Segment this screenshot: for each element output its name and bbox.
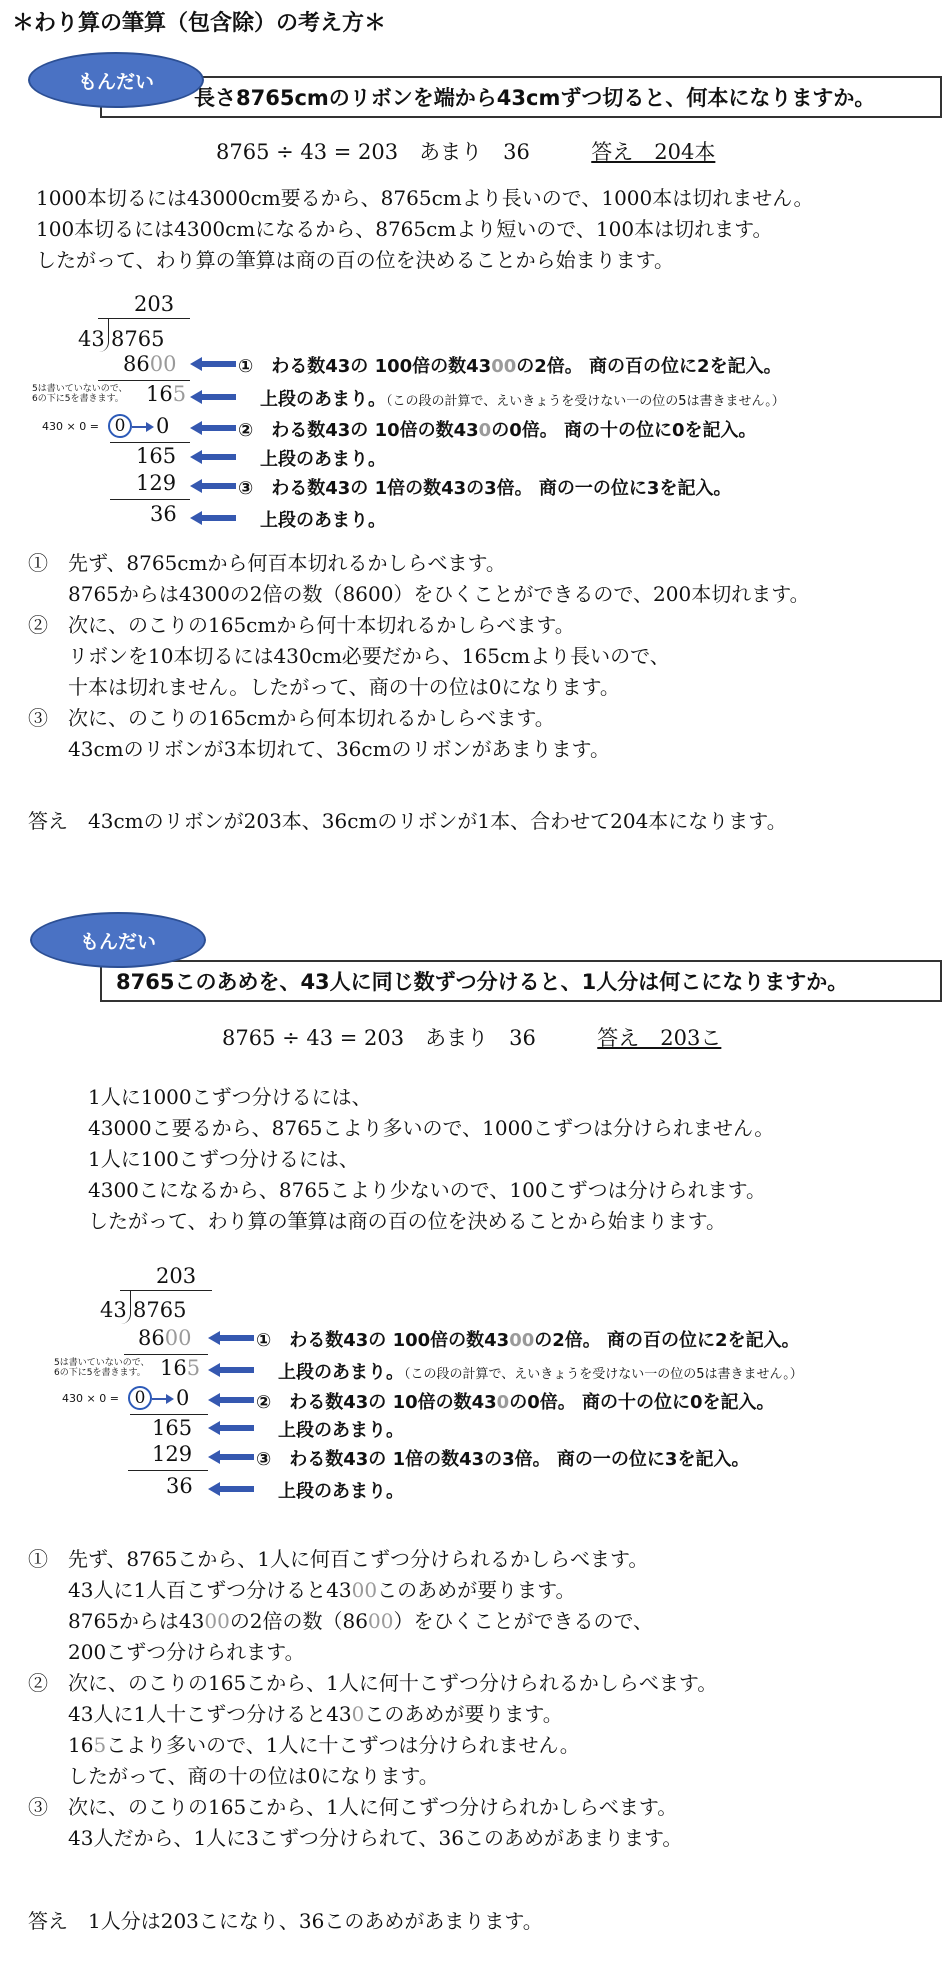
left-arrow-icon [190,479,236,493]
final-answer-1: 答え 43cmのリボンが203本、36cmのリボンが1本、合わせて204本になります。 [28,809,787,833]
explain-text: 43人に1人十こずつ分けると43 [28,1702,352,1726]
note-step3 [238,474,731,500]
gray-digits: 00 [491,356,517,377]
division-bracket [98,318,109,352]
digits: 16 [146,382,173,406]
gray-digits: 0 [496,1392,510,1413]
question-text-1: 長さ8765cmのリボンを端から43cmずつ切ると、何本になりますか。 [194,86,876,110]
remainder3: 36 [166,1474,193,1498]
explain-text: ③ 次に、のこりの165こから、1人に何こずつ分けられかしらべます。 [28,1795,678,1819]
note-remainder [278,1358,803,1384]
subtract-line [128,1470,208,1471]
explain-text: したがって、商の十の位は0になります。 [28,1764,439,1788]
subtract-line [130,1414,208,1415]
note-remainder: 上段のあまり。 [278,1420,404,1441]
question-box-1 [100,76,942,118]
intro-line: 1人に1000こずつ分けるには、 [88,1085,372,1109]
left-arrow-icon [190,357,236,371]
left-arrow-icon [208,1421,254,1435]
note-step2 [238,416,757,442]
explain-line: ① 先ず、8765cmから何百本切れるかしらべます。 [28,551,506,575]
digits: 86 [138,1326,165,1350]
step2-value: 0 [156,414,170,438]
note-small: （この段の計算で、えいきょうを受けない一の位の5は書きません。） [404,1367,803,1382]
note-step3 [256,1445,749,1471]
remainder1 [160,1356,200,1380]
left-arrow-icon [208,1363,254,1377]
subtract-line [124,1354,208,1355]
note-step1 [256,1326,800,1352]
explain-line: ③ 次に、のこりの165cmから何本切れるかしらべます。 [28,706,555,730]
intro-line: したがって、わり算の筆算は商の百の位を決めることから始まります。 [88,1209,726,1233]
explain-text: の2倍の数（86 [229,1609,368,1633]
quotient: 203 [134,292,175,316]
division-bar [120,1290,212,1291]
answer-short: 答え 203こ [597,1026,722,1050]
gray-digits: 0 [351,1702,365,1726]
intro-line: 1000本切るには43000cm要るから、8765cmより長いので、1000本は切れません。 [36,186,814,210]
intro-1 [36,183,813,276]
explain-line [28,1730,717,1761]
note-text: わる数43の 1倍の数43の3倍。 商の一の位に3を記入。 [289,1449,750,1470]
step1-value [138,1326,191,1350]
explain-text: ① 先ず、8765こから、1人に何百こずつ分けられるかしらべます。 [28,1547,649,1571]
gray-digits: 00 [351,1578,378,1602]
explain-text: ）をひくことができるので、 [393,1609,654,1633]
step3-value: 129 [152,1442,193,1466]
note-text: 上段のあまり。 [278,1362,404,1383]
question-text-2: 8765このあめを、43人に同じ数ずつ分けると、1人分は何こになりますか。 [116,970,849,994]
equation-2 [222,1022,721,1052]
note-num: ① [238,356,254,377]
remainder3: 36 [150,502,177,526]
tiny-note-line: 6の下に5を書きます。 [32,394,124,404]
mul-note: 430 × 0 = [62,1392,119,1405]
explain-line: リボンを10本切るには430cm必要だから、165cmより長いので、 [28,644,670,668]
note-text: の0倍。 商の十の位に0を記入。 [491,420,757,441]
gray-digits: 5 [186,1356,201,1380]
note-num: ② [238,420,254,441]
left-arrow-icon [208,1331,254,1345]
left-arrow-icon [190,421,236,435]
tiny-note-line: 5は書いていないので、 [54,1358,150,1368]
explain-text: 16 [28,1733,94,1757]
left-arrow-icon [190,390,236,404]
mondai-badge-1: もんだい [28,52,204,108]
note-num: ② [256,1392,272,1413]
subtract-line [110,499,190,500]
explain-text: このあめが要ります。 [377,1578,576,1602]
gray-digits: 00 [368,1609,394,1633]
tiny-note-line: 6の下に5を書きます。 [54,1368,146,1378]
quotient: 203 [156,1264,197,1288]
explain-line [28,1668,717,1699]
intro-line: 43000こ要るから、8765こより多いので、1000こずつは分けられません。 [88,1116,775,1140]
note-text: わる数43の 100倍の数43 [289,1330,510,1351]
left-arrow-icon [208,1482,254,1496]
note-step2 [256,1388,775,1414]
remainder1 [146,382,186,406]
note-num: ③ [238,478,254,499]
explain-line [28,1637,717,1668]
zero: 0 [108,414,132,438]
explain-line [28,1823,717,1854]
note-text: の0倍。 商の十の位に0を記入。 [509,1392,775,1413]
remainder2: 165 [152,1416,193,1440]
explain-text: 43人だから、1人に3こずつ分けられて、36このあめがあまります。 [28,1826,683,1850]
circled-zero [108,414,132,438]
gray-digits: 00 [204,1609,230,1633]
gray-digits: 00 [149,352,177,376]
digits: 16 [160,1356,187,1380]
note-remainder: 上段のあまり。 [278,1481,404,1502]
final-answer-2: 答え 1人分は203こになり、36このあめがあまります。 [28,1909,543,1933]
note-text: の2倍。 商の百の位に2を記入。 [516,356,782,377]
note-text: わる数43の 100倍の数43 [271,356,492,377]
note-small: （この段の計算で、えいきょうを受けない一の位の5は書きません。） [386,394,785,409]
explain-line: ② 次に、のこりの165cmから何十本切れるかしらべます。 [28,613,575,637]
equation-1 [216,136,715,166]
question-box-2 [100,960,942,1002]
explain-text: 43人に1人百こずつ分けると43 [28,1578,352,1602]
explain-text: ② 次に、のこりの165こから、1人に何十こずつ分けられるかしらべます。 [28,1671,718,1695]
tiny-note [32,384,128,404]
explain-line [28,1699,717,1730]
explain-line: 8765からは4300の2倍の数（8600）をひくことができるので、200本切れます。 [28,582,810,606]
tiny-note-line: 5は書いていないので、 [32,384,128,394]
explain-line [28,1606,717,1637]
tiny-note [54,1358,150,1378]
left-arrow-icon [190,511,236,525]
intro-line: したがって、わり算の筆算は商の百の位を決めることから始まります。 [36,248,674,272]
note-num: ① [256,1330,272,1351]
intro-2 [88,1082,774,1237]
note-remainder [260,385,785,411]
note-remainder: 上段のあまり。 [260,510,386,531]
mondai-badge-2: もんだい [30,912,206,968]
remainder2: 165 [136,444,177,468]
explain-line: 十本は切れません。したがって、商の十の位は0になります。 [28,675,620,699]
dividend: 8765 [111,327,165,351]
intro-line: 100本切るには4300cmになるから、8765cmより短いので、100本は切れます。 [36,217,773,241]
division-bar [98,318,190,319]
step3-value: 129 [136,471,177,495]
divisor: 43 [100,1298,127,1322]
small-arrow-icon [152,1393,174,1405]
explain-line [28,1761,717,1792]
gray-digits: 5 [172,382,187,406]
note-remainder: 上段のあまり。 [260,449,386,470]
explain-text: こより多いので、1人に十こずつは分けられません。 [106,1733,580,1757]
note-text: 上段のあまり。 [260,389,386,410]
explain-text: 8765からは43 [28,1609,205,1633]
division-bracket [120,1290,131,1324]
circled-zero [128,1386,152,1410]
page-title: ＊わり算の筆算（包含除）の考え方＊ [12,11,387,36]
mul-note: 430 × 0 = [42,420,99,433]
note-text: わる数43の 1倍の数43の3倍。 商の一の位に3を記入。 [271,478,732,499]
left-arrow-icon [208,1393,254,1407]
equation-text: 8765 ÷ 43 = 203 あまり 36 [222,1026,536,1050]
explain-line: 43cmのリボンが3本切れて、36cmのリボンがあまります。 [28,737,610,761]
step1-value [123,352,176,376]
explain-line [28,1792,717,1823]
dividend: 8765 [133,1298,187,1322]
gray-digits: 5 [93,1733,107,1757]
explain-line [28,1544,717,1575]
intro-line: 4300こになるから、8765こより少ないので、100こずつは分けられます。 [88,1178,766,1202]
explanation-2 [28,1544,717,1854]
subtract-line [110,442,190,443]
note-num: ③ [256,1449,272,1470]
zero: 0 [128,1386,152,1410]
gray-digits: 00 [509,1330,535,1351]
answer-short: 答え 204本 [591,140,716,164]
explanation-1 [28,548,810,765]
subtract-line [98,380,190,381]
gray-digits: 00 [164,1326,192,1350]
intro-line: 1人に100こずつ分けるには、 [88,1147,359,1171]
equation-text: 8765 ÷ 43 = 203 あまり 36 [216,140,530,164]
explain-text: このあめが要ります。 [364,1702,563,1726]
note-text: の2倍。 商の百の位に2を記入。 [534,1330,800,1351]
left-arrow-icon [190,450,236,464]
explain-line [28,1575,717,1606]
left-arrow-icon [208,1450,254,1464]
explain-text: 200こずつ分けられます。 [28,1640,305,1664]
divisor: 43 [78,327,105,351]
gray-digits: 0 [478,420,492,441]
note-step1 [238,352,782,378]
small-arrow-icon [132,421,154,433]
digits: 86 [123,352,150,376]
note-text: わる数43の 10倍の数43 [289,1392,497,1413]
note-text: わる数43の 10倍の数43 [271,420,479,441]
step2-value: 0 [176,1386,190,1410]
